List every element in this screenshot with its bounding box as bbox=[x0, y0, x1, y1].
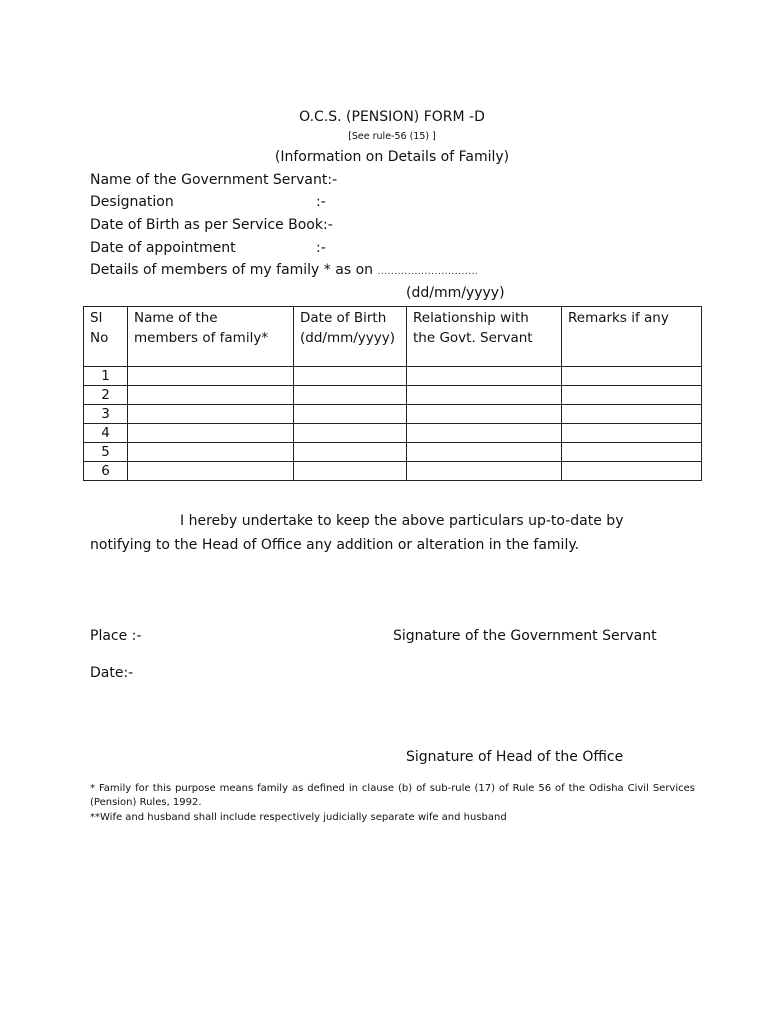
row-number: 5 bbox=[84, 443, 128, 462]
remarks-cell[interactable] bbox=[562, 367, 702, 386]
head-office-signature-label: Signature of Head of the Office bbox=[406, 749, 624, 765]
date-of-birth-cell[interactable] bbox=[294, 462, 407, 481]
relationship-cell[interactable] bbox=[407, 424, 562, 443]
appointment-colon: :- bbox=[316, 240, 326, 256]
undertaking-line-1: I hereby undertake to keep the above particulars up-to-date by bbox=[180, 513, 624, 529]
row-number: 3 bbox=[84, 405, 128, 424]
place-label: Place :- bbox=[90, 628, 142, 644]
remarks-cell[interactable] bbox=[562, 405, 702, 424]
table-row bbox=[84, 462, 702, 481]
designation-colon: :- bbox=[316, 194, 326, 210]
table-row bbox=[84, 424, 702, 443]
row-number: 1 bbox=[84, 367, 128, 386]
row-number: 6 bbox=[84, 462, 128, 481]
member-name-cell[interactable] bbox=[128, 443, 294, 462]
remarks-cell[interactable] bbox=[562, 386, 702, 405]
relationship-cell[interactable] bbox=[407, 405, 562, 424]
relationship-cell[interactable] bbox=[407, 462, 562, 481]
member-name-cell[interactable] bbox=[128, 424, 294, 443]
date-of-birth-cell[interactable] bbox=[294, 424, 407, 443]
member-name-cell[interactable] bbox=[128, 367, 294, 386]
family-details-blank: .............................. bbox=[377, 267, 479, 277]
appointment-label: Date of appointment bbox=[90, 240, 236, 256]
family-details-line bbox=[90, 262, 478, 278]
relationship-cell[interactable] bbox=[407, 367, 562, 386]
name-label: Name of the Government Servant:- bbox=[90, 172, 338, 188]
header-relationship: Relationship with the Govt. Servant bbox=[407, 307, 562, 367]
remarks-cell[interactable] bbox=[562, 443, 702, 462]
remarks-cell[interactable] bbox=[562, 462, 702, 481]
form-subtitle: (Information on Details of Family) bbox=[274, 149, 510, 165]
footnote-spouse-definition: **Wife and husband shall include respectively judicially separate wife and husband bbox=[90, 812, 507, 823]
table-row bbox=[84, 405, 702, 424]
member-name-cell[interactable] bbox=[128, 405, 294, 424]
form-title: O.C.S. (PENSION) FORM -D bbox=[299, 109, 485, 125]
family-details-label: Details of members of my family * as on bbox=[90, 262, 374, 278]
date-of-birth-cell[interactable] bbox=[294, 386, 407, 405]
date-label: Date:- bbox=[90, 665, 134, 681]
table-row bbox=[84, 367, 702, 386]
member-name-cell[interactable] bbox=[128, 462, 294, 481]
date-of-birth-cell[interactable] bbox=[294, 367, 407, 386]
date-of-birth-cell[interactable] bbox=[294, 443, 407, 462]
row-number: 2 bbox=[84, 386, 128, 405]
header-member-name: Name of the members of family* bbox=[128, 307, 294, 367]
header-remarks: Remarks if any bbox=[562, 307, 702, 367]
remarks-cell[interactable] bbox=[562, 424, 702, 443]
undertaking-line-2: notifying to the Head of Office any addition or alteration in the family. bbox=[90, 537, 580, 553]
row-number: 4 bbox=[84, 424, 128, 443]
dob-label: Date of Birth as per Service Book:- bbox=[90, 217, 333, 233]
member-name-cell[interactable] bbox=[128, 386, 294, 405]
header-date-of-birth: Date of Birth (dd/mm/yyyy) bbox=[294, 307, 407, 367]
date-of-birth-cell[interactable] bbox=[294, 405, 407, 424]
govt-servant-signature-label: Signature of the Government Servant bbox=[393, 628, 657, 644]
table-header-row bbox=[84, 307, 702, 367]
relationship-cell[interactable] bbox=[407, 386, 562, 405]
table-row bbox=[84, 386, 702, 405]
rule-reference: [See rule-56 (15) ] bbox=[348, 131, 436, 142]
designation-label: Designation bbox=[90, 194, 174, 210]
header-sl-no: Sl No bbox=[84, 307, 128, 367]
footnote-family-definition: * Family for this purpose means family as defined in clause (b) of sub-rule (17) of Rule 56 of the Odisha Civil Services (Pension) Rules, 1992. bbox=[90, 783, 695, 808]
family-members-table bbox=[83, 306, 702, 481]
table-row bbox=[84, 443, 702, 462]
relationship-cell[interactable] bbox=[407, 443, 562, 462]
date-format-note: (dd/mm/yyyy) bbox=[406, 285, 505, 301]
